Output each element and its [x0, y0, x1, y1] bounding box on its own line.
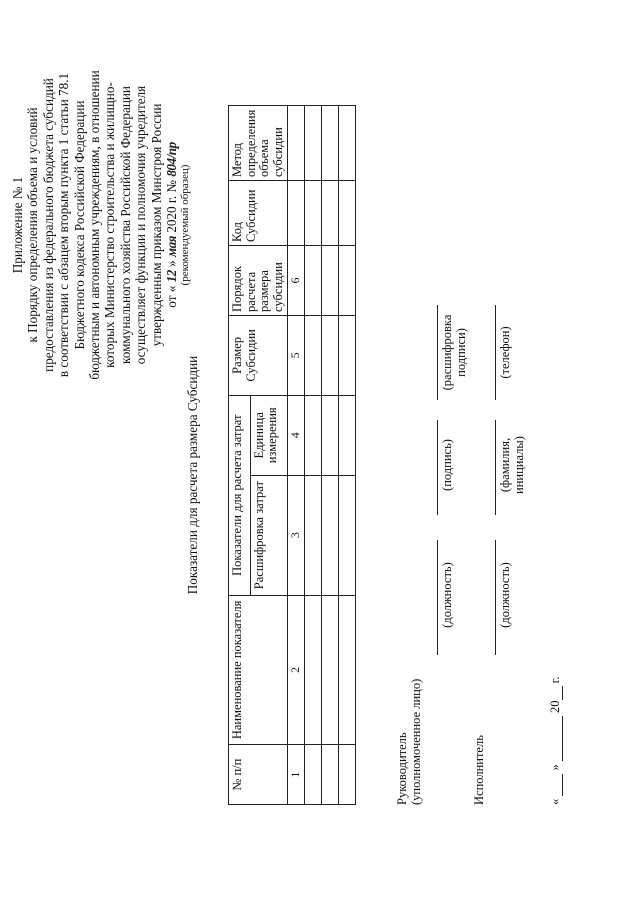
- table-cell: [305, 246, 322, 316]
- header-num: № п/п: [229, 745, 288, 805]
- table-cell: [305, 745, 322, 805]
- date-open-quote: «: [548, 798, 562, 805]
- table-row: [305, 106, 322, 805]
- header-cost-group: Показатели для расчета затрат: [229, 395, 251, 595]
- column-number: 6: [288, 246, 305, 316]
- table-cell: [305, 106, 322, 181]
- header-code: Код Субсидии: [229, 181, 288, 246]
- table-cell: [339, 106, 356, 181]
- appendix-title: Приложение № 1: [10, 176, 25, 274]
- column-number: 2: [288, 595, 305, 745]
- table-cell: [322, 475, 339, 595]
- header-unit: Единица измерения: [250, 395, 287, 475]
- table-cell: [305, 475, 322, 595]
- column-number: 3: [288, 475, 305, 595]
- table-cell: [339, 315, 356, 395]
- appendix-line: которых Министерство строительства и жилищно-: [102, 82, 118, 368]
- executor-position-caption: (должность): [498, 562, 512, 628]
- appendix-header: [10, 25, 194, 425]
- header-size: Размер Субсидии: [229, 315, 288, 395]
- table-cell: [305, 315, 322, 395]
- table-cell: [322, 181, 339, 246]
- sample-note: (рекомендуемый образец): [179, 164, 192, 286]
- table-cell: [322, 595, 339, 745]
- appendix-line: предоставления из федерального бюджета субсидий: [40, 78, 56, 372]
- table-cell: [322, 246, 339, 316]
- column-number: 1: [288, 745, 305, 805]
- table-cell: [288, 181, 305, 246]
- head-label-2: (уполномоченное лицо): [409, 678, 423, 805]
- fio-caption: (фамилия, инициалы): [498, 436, 526, 494]
- appendix-line: к Порядку определения объема и условий: [25, 107, 41, 343]
- executor-position-line: [495, 540, 496, 655]
- table-cell: [339, 246, 356, 316]
- date-prefix: от «: [164, 285, 180, 308]
- table-cell: [339, 181, 356, 246]
- phone-caption: (телефон): [498, 326, 512, 379]
- day-blank: [548, 774, 563, 796]
- table-cell: [305, 395, 322, 475]
- month-blank: [548, 716, 563, 761]
- date-line: [548, 677, 563, 805]
- phone-line: [495, 305, 496, 400]
- indicators-table: [228, 105, 356, 805]
- table-header-row: [229, 106, 251, 805]
- date-year: 2020 г. №: [164, 179, 180, 233]
- header-order: Порядок расчета размера субсидии: [229, 246, 288, 316]
- decode-line: [437, 305, 438, 400]
- table-cell: [305, 595, 322, 745]
- executor-label: Исполнитель: [472, 735, 486, 805]
- handwritten-order-number: 804/пр: [164, 142, 180, 177]
- table-cell: [339, 395, 356, 475]
- table-cell: [322, 315, 339, 395]
- column-number: 4: [288, 395, 305, 475]
- position-caption: (должность): [440, 562, 454, 628]
- appendix-line: бюджетным и автономным учреждениям, в отношении: [87, 70, 103, 380]
- header-decode: Расшифровка затрат: [250, 475, 287, 595]
- fio-line: [495, 420, 496, 515]
- table-cell: [322, 395, 339, 475]
- handwritten-day: 12: [164, 270, 180, 283]
- table-cell: [305, 181, 322, 246]
- date-year-suffix: г.: [548, 676, 562, 684]
- column-numbers-row: [288, 106, 305, 805]
- signature-caption: (подпись): [440, 439, 454, 491]
- appendix-line: утвержденным приказом Минстроя России: [148, 103, 164, 347]
- appendix-line: Бюджетного кодекса Российской Федерации: [71, 100, 87, 350]
- appendix-line: в соответствии с абзацем вторым пункта 1 статьи 78.1: [56, 72, 72, 378]
- head-label-1: Руководитель: [395, 732, 409, 805]
- table-cell: [322, 106, 339, 181]
- table-row: [339, 106, 356, 805]
- header-method: Метод определения объема субсидии: [229, 106, 288, 181]
- table-cell: [288, 106, 305, 181]
- order-date-line: от « 12 » мая 2020 г. № 804/пр: [164, 142, 180, 308]
- table-cell: [322, 745, 339, 805]
- year-blank: [548, 687, 563, 701]
- handwritten-month: мая: [164, 236, 180, 257]
- table-cell: [339, 595, 356, 745]
- column-number: 5: [288, 315, 305, 395]
- decode-caption: (расшифровка подписи): [440, 314, 468, 391]
- position-line: [437, 540, 438, 655]
- header-name: Наименование показателя: [229, 595, 288, 745]
- date-century: 20: [548, 700, 562, 713]
- appendix-line: коммунального хозяйства Российской Федерации: [117, 86, 133, 365]
- signature-line: [437, 420, 438, 515]
- table-row: [322, 106, 339, 805]
- appendix-line: осуществляет функции и полномочия учредителя: [133, 85, 149, 365]
- table-title: Показатели для расчета размера Субсидии: [185, 355, 200, 595]
- table-cell: [339, 745, 356, 805]
- date-close-quote: »: [548, 764, 562, 771]
- table-cell: [339, 475, 356, 595]
